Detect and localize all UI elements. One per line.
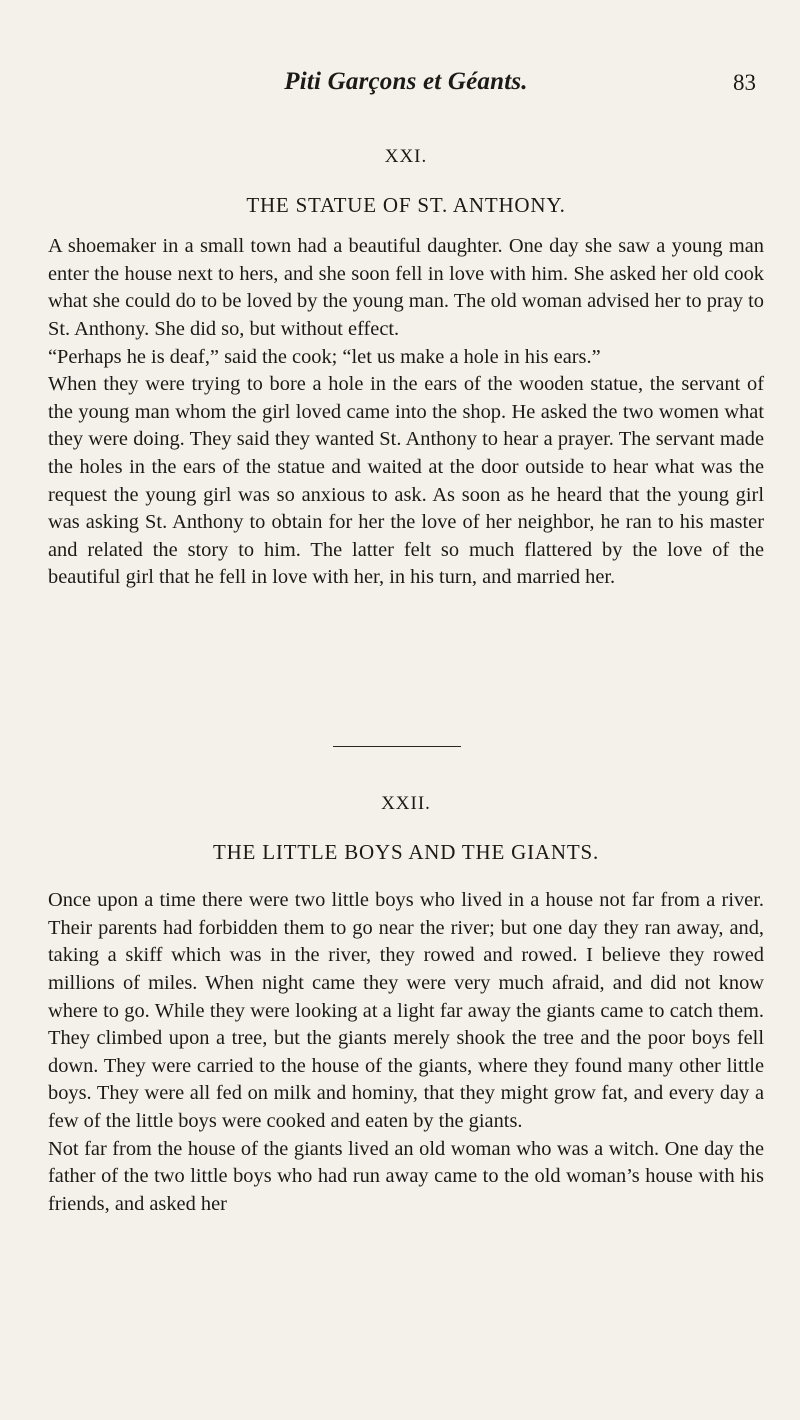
chapter-title: THE STATUE OF ST. ANTHONY. (246, 192, 566, 217)
chapter-title: THE LITTLE BOYS AND THE GIANTS. (212, 839, 600, 864)
section-xxi (48, 143, 764, 592)
paragraph: Not far from the house of the giants lived an old woman who was a witch. One day the father of the two little boys who had run away came to the old woman’s house with his friends, and asked her (48, 1137, 764, 1215)
paragraph: Once upon a time there were two little boys who lived in a house not far from a river. Their parents had forbidden them to go near the river; but one day they ran away, and, taking a skiff which was in the river, they rowed and rowed. I believe they rowed millions of miles. When night came they were very much afraid, and did not know where to go. While they were looking at a light far away the giants came to catch them. They climbed upon a tree, but the giants merely shook the tree and the poor boys fell down. They were carried to the house of the giants, where they found many other little boys. They were all fed on milk and hominy, that they might grow fat, and every day a few of the little boys were cooked and eaten by the giants. (48, 889, 764, 1132)
page-number: 83 (733, 70, 756, 95)
running-title: Piti Garçons et Géants. (284, 68, 528, 95)
chapter-body (48, 887, 764, 1218)
chapter-number: XXII. (381, 793, 431, 814)
section-divider (333, 746, 461, 747)
paragraph: When they were trying to bore a hole in the ears of the wooden statue, the servant of the young man whom the girl loved came into the shop. He asked the two women what they were doing. They said they wanted St. Anthony to hear a prayer. The servant made the holes in the ears of the statue and waited at the door outside to hear what was the request the young girl was so anxious to ask. As soon as he heard that the young girl was asking St. Anthony to obtain for her the love of her neighbor, he ran to his master and related the story to him. The latter felt so much flattered by the love of the beautiful girl that he fell in love with her, in his turn, and married her. (48, 373, 764, 589)
paragraph: “Perhaps he is deaf,” said the cook; “let us make a hole in his ears.” (48, 345, 601, 368)
chapter-body (48, 233, 764, 592)
chapter-number: XXI. (384, 146, 428, 167)
section-xxii (48, 790, 764, 1218)
running-head (56, 68, 756, 108)
paragraph: A shoemaker in a small town had a beautiful daughter. One day she saw a young man enter the house next to hers, and she soon fell in love with him. She asked her old cook what she could do to be loved by the young man. The old woman advised her to pray to St. Anthony. She did so, but without effect. (48, 235, 764, 340)
